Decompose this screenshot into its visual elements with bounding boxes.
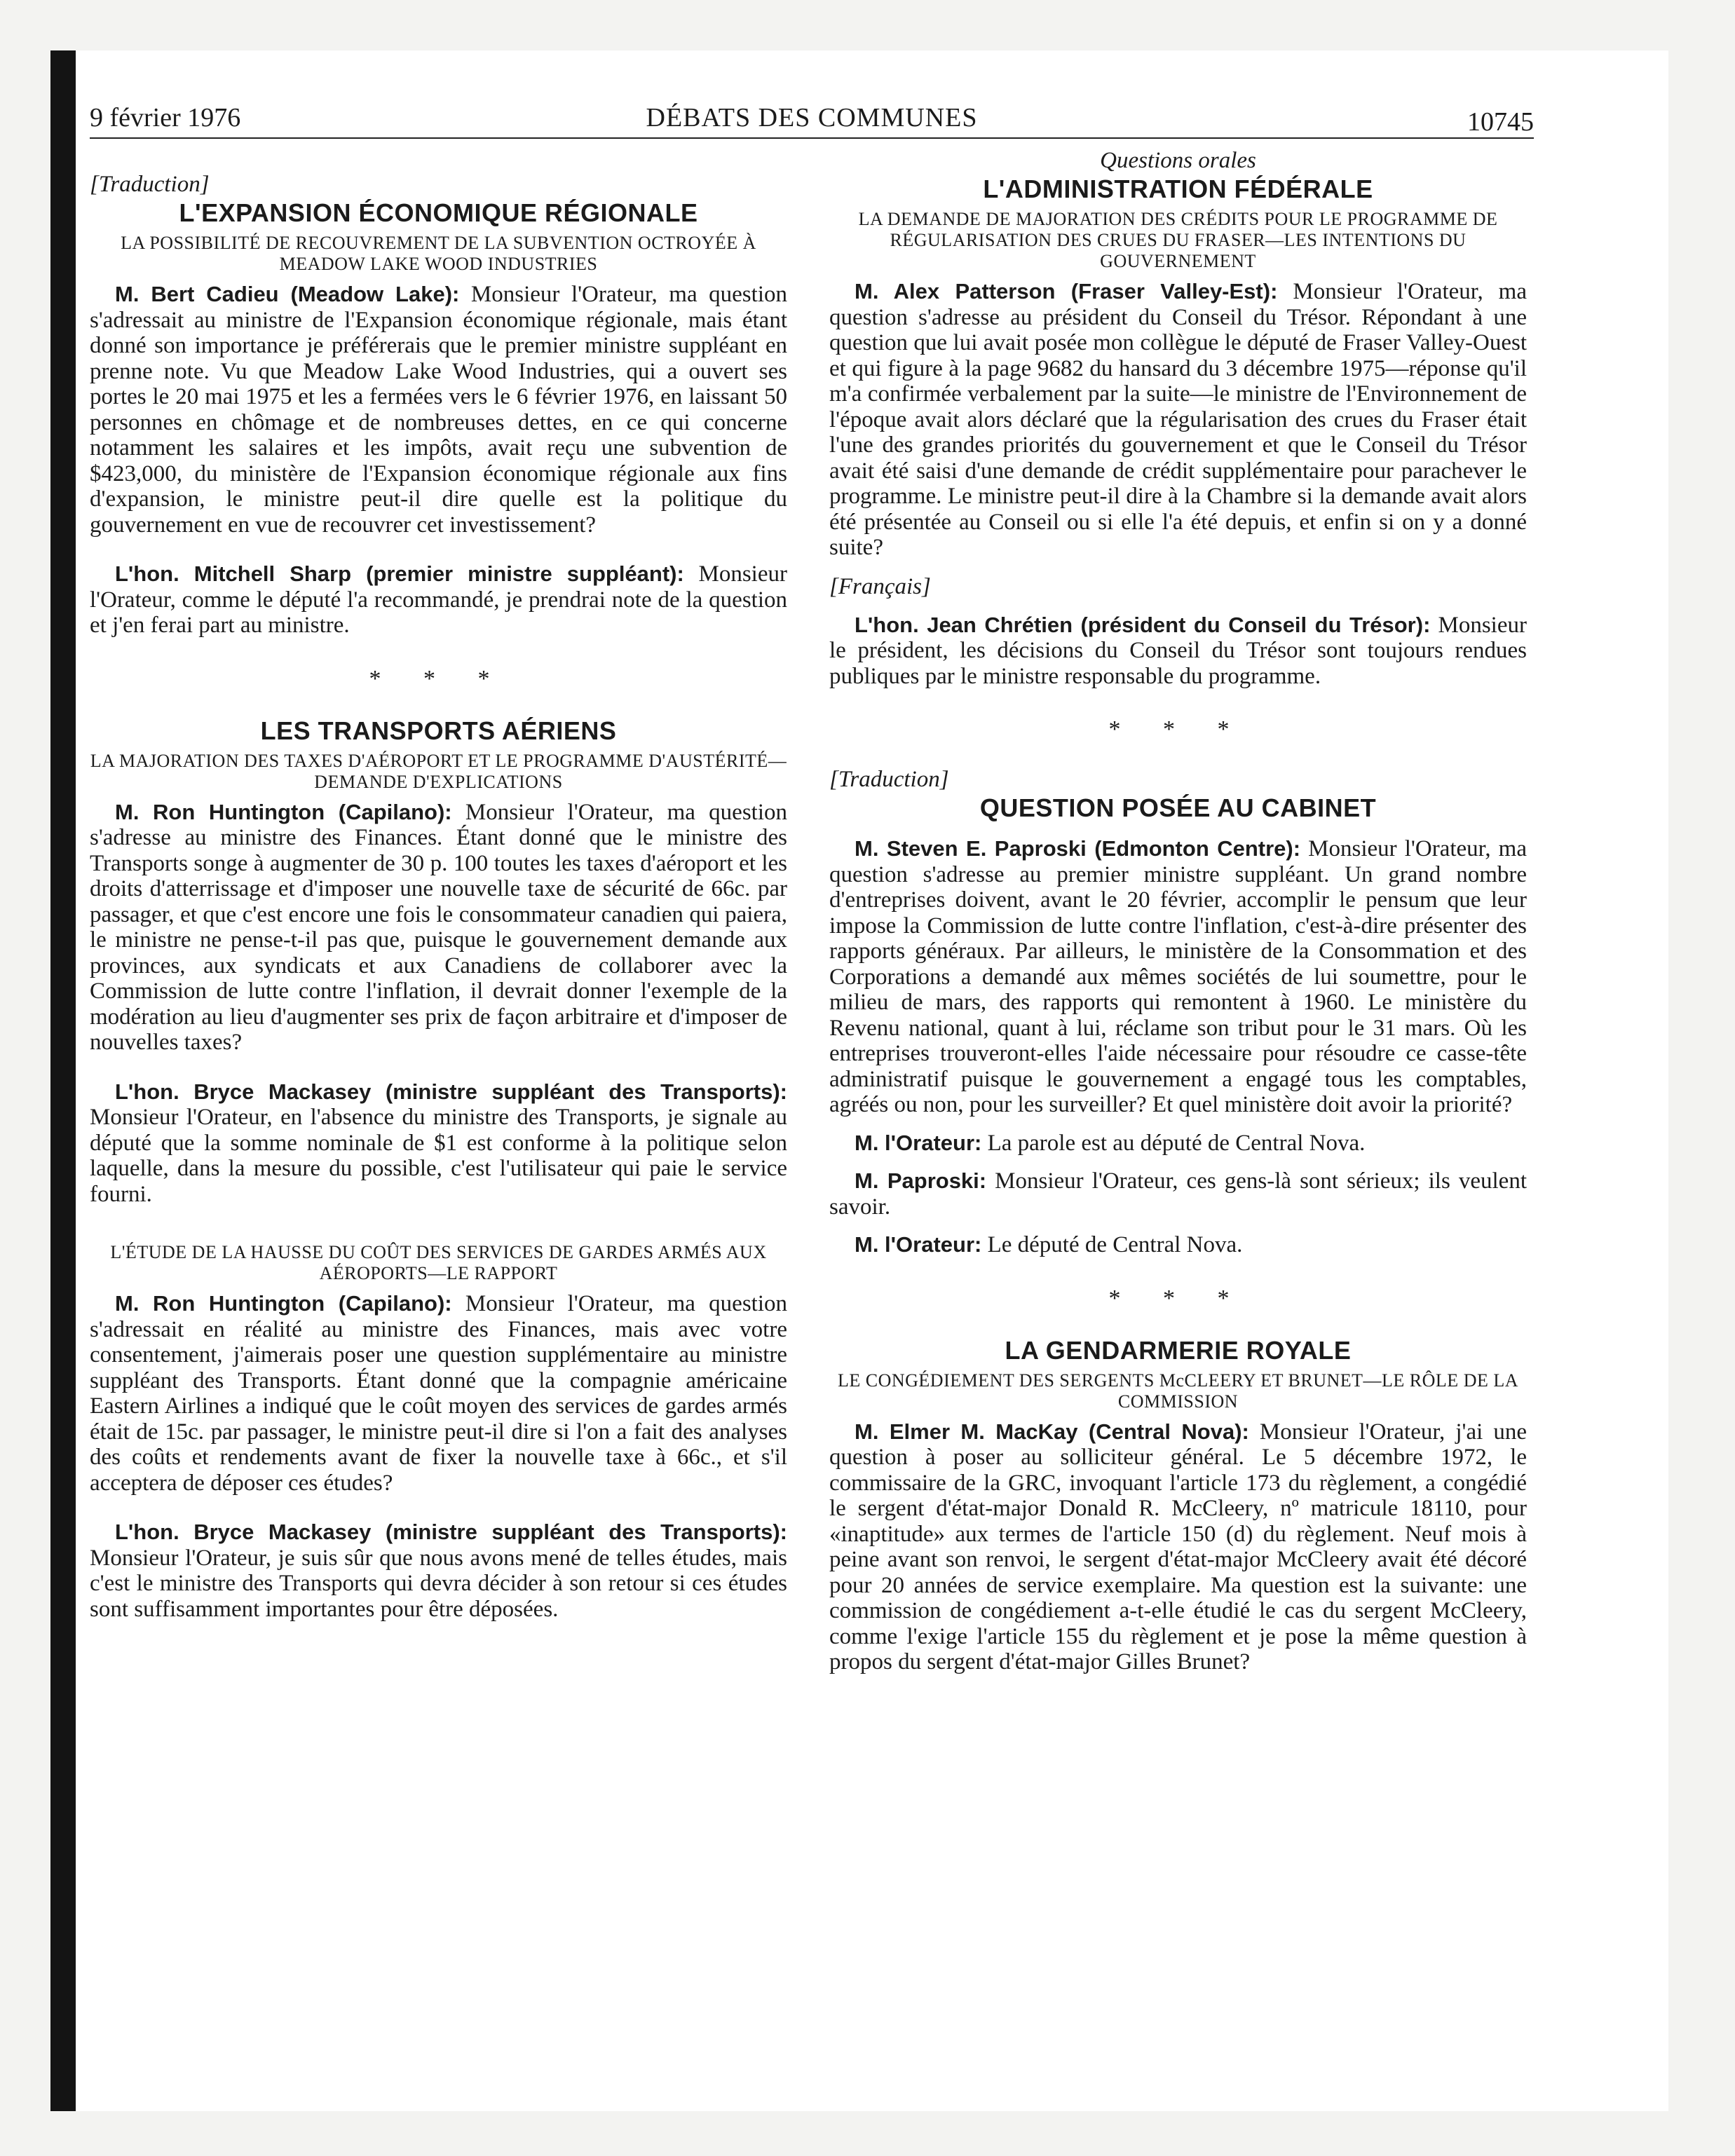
left-column [90, 147, 787, 1622]
paragraph [829, 1131, 1527, 1157]
paragraph [829, 1419, 1527, 1675]
paragraph [90, 561, 787, 639]
paragraph-text: Monsieur l'Orateur, ma question s'adressait au ministre de l'Expansion économique régionale, mais étant donné son importance je préférerais que le premier ministre suppléant en prenne note. Vu que Meadow Lake Wood Industries, qui a ouvert ses portes le 20 mai 1975 et les a fermées vers le 6 février 1976, en laissant 50 personnes en chômage et de nombreuses dettes, en ce qui concerne notamment les salaires et les impôts, avait reçu une subvention de $423,000, du ministère de l'Expansion économique régionale aux fins d'expansion, le ministre peut-il dire quelle est la politique du gouvernement en vue de recouvrer cet investissement? [90, 282, 787, 538]
paragraph-text: Monsieur l'Orateur, j'ai une question à poser au solliciteur général. Le 5 décembre 1972, le commissaire de la GRC, invoquant l'article 173 du règlement, a congédié le sergent d'état-major Donald R. McCleery, nº matricule 18110, pour «inaptitude» aux termes de l'article 150 (d) du règlement. Neuf mois à peine avant son renvoi, le sergent d'état-major McCleery avait été décoré pour 20 années de service exemplaire. Ma question est la suivante: une commission de congédiement a-t-elle étudié le cas du sergent McCleery, comme l'exige l'article 155 du règlement et je pose la même question à propos du sergent d'état-major Gilles Brunet? [829, 1419, 1527, 1674]
page-header [90, 97, 1534, 139]
paragraph-text: Monsieur l'Orateur, ma question s'adresse au président du Conseil du Trésor. Répondant à une question que lui avait posée mon collègue le député de Fraser Valley-Ouest et qui figure à la page 9682 du hansard du 3 décembre 1975—réponse qu'il m'a confirmée verbalement par la suite—le ministre de l'Environnement de l'époque avait alors déclaré que la régularisation des crues du Fraser était l'une des grandes priorités du gouvernement et que le Conseil du Trésor avait été saisi d'une demande de crédit supplémentaire pour parachever le programme. Le ministre peut-il dire à la Chambre si la demande avait alors été présentée au Conseil ou si elle l'a été depuis, et enfin si on y a donné suite? [829, 279, 1527, 560]
scan-edge [50, 50, 76, 2111]
translation-tag: [Traduction] [90, 172, 210, 197]
paragraph-text: Monsieur l'Orateur, comme le député l'a recommandé, je prendrai note de la question et j'en ferai part au ministre. [90, 561, 787, 638]
speaker: M. l'Orateur: [855, 1130, 982, 1155]
section-separator: * * * [1108, 716, 1248, 742]
paragraph-text: Monsieur l'Orateur, ma question s'adresse au premier ministre suppléant. Un grand nombre d'entreprises doivent, avant le 20 février, accomplir le pensum que leur impose la Commission de lutte contre l'inflation, c'est-à-dire présenter des rapports généraux. Par ailleurs, le ministère de la Consommation et des Corporations a demandé aux mêmes sociétés de lui soumettre, pour le milieu de mars, des rapports qui remontent à 1960. Le ministère du Revenu national, quant à lui, réclame son tribut pour le 31 mars. Où les entreprises trouveront-elles l'aide nécessaire pour résoudre ce casse-tête administratif puisque le gouvernement a engagé tous les comptables, agréés ou non, pour les surveiller? Et quel ministère doit avoir la priorité? [829, 836, 1527, 1117]
section-subtitle: L'ÉTUDE DE LA HAUSSE DU COÛT DES SERVICES DE GARDES ARMÉS AUX AÉROPORTS—LE RAPPORT [110, 1242, 767, 1283]
speaker: M. Paproski: [855, 1168, 987, 1193]
speaker: M. Ron Huntington (Capilano): [115, 1291, 452, 1316]
paragraph [829, 613, 1527, 690]
speaker: M. l'Orateur: [855, 1232, 982, 1257]
paragraph-text: La parole est au député de Central Nova. [981, 1130, 1366, 1156]
section-separator: * * * [1108, 1285, 1248, 1311]
section-title: L'ADMINISTRATION FÉDÉRALE [983, 175, 1373, 203]
header-date: 9 février 1976 [90, 103, 241, 132]
section-title: L'EXPANSION ÉCONOMIQUE RÉGIONALE [179, 198, 698, 227]
section-subtitle: LE CONGÉDIEMENT DES SERGENTS McCLEERY ET BRUNET—LE RÔLE DE LA COMMISSION [837, 1370, 1519, 1412]
paragraph-text: Le député de Central Nova. [981, 1232, 1243, 1257]
section-subtitle: LA MAJORATION DES TAXES D'AÉROPORT ET LE PROGRAMME D'AUSTÉRITÉ—DEMANDE D'EXPLICATIONS [90, 750, 787, 792]
speaker: M. Ron Huntington (Capilano): [115, 799, 452, 824]
paragraph [90, 1079, 787, 1208]
section-separator: * * * [369, 665, 508, 692]
rubric-label: Questions orales [1100, 148, 1256, 173]
paragraph [829, 1232, 1527, 1258]
section-title: LES TRANSPORTS AÉRIENS [260, 716, 617, 745]
speaker: M. Steven E. Paproski (Edmonton Centre): [855, 836, 1301, 861]
paragraph-text: Monsieur l'Orateur, ma question s'adresse au ministre des Finances. Étant donné que le ministre des Transports songe à augmenter de 30 p. 100 toutes les taxes d'aéroport et les droits d'atterrissage et d'imposer une nouvelle taxe de sécurité de 66c. par passager, et que c'est encore une fois le consommateur canadien qui paiera, le ministre ne pense-t-il pas que, puisque le gouvernement demande aux provinces, aux syndicats et aux Canadiens de collaborer avec la Commission de lutte contre l'inflation, il devrait donner l'exemple de la modération au lieu d'augmenter ses prix de façon arbitraire et d'imposer de nouvelles taxes? [90, 799, 787, 1055]
paragraph [90, 282, 787, 538]
header-page-number: 10745 [1467, 107, 1534, 137]
paragraph-text: Monsieur l'Orateur, en l'absence du ministre des Transports, je signale au député que la somme nominale de $1 est conforme à la politique selon laquelle, dans la mesure du possible, c'est l'utilisateur qui paie le service fourni. [90, 1105, 787, 1207]
section-subtitle: LA DEMANDE DE MAJORATION DES CRÉDITS POUR LE PROGRAMME DE RÉGULARISATION DES CRUES DU FRASER—LES INTENTIONS DU GOUVERNEMENT [858, 209, 1498, 271]
speaker: M. Alex Patterson (Fraser Valley-Est): [855, 279, 1278, 303]
section-subtitle: LA POSSIBILITÉ DE RECOUVREMENT DE LA SUBVENTION OCTROYÉE À MEADOW LAKE WOOD INDUSTRIES [121, 233, 756, 274]
speaker: M. Bert Cadieu (Meadow Lake): [115, 282, 460, 306]
paragraph [829, 1168, 1527, 1220]
paragraph [829, 279, 1527, 561]
header-title: DÉBATS DES COMMUNES [646, 103, 978, 132]
section-title: QUESTION POSÉE AU CABINET [979, 793, 1377, 822]
speaker: L'hon. Bryce Mackasey (ministre suppléant des Transports): [115, 1520, 787, 1544]
right-column [829, 147, 1527, 1675]
speaker: L'hon. Mitchell Sharp (premier ministre suppléant): [115, 561, 684, 586]
paragraph-text: Monsieur l'Orateur, je suis sûr que nous avons mené de telles études, mais c'est le ministre des Transports qui devra décider à son retour si ces études sont suffisamment importantes pour être déposées. [90, 1545, 787, 1622]
speaker: L'hon. Bryce Mackasey (ministre suppléant des Transports): [115, 1079, 787, 1104]
language-tag: [Français] [829, 573, 931, 599]
paragraph [90, 1291, 787, 1496]
section-title: LA GENDARMERIE ROYALE [1005, 1335, 1352, 1365]
paragraph [90, 1520, 787, 1622]
paragraph-text: Monsieur l'Orateur, ma question s'adressait en réalité au ministre des Finances, mais avec votre consentement, j'aimerais poser une question supplémentaire au ministre suppléant des Transports. Étant donné que la compagnie américaine Eastern Airlines a indiqué que le coût moyen des services de gardes armés était de 15c. par passager, le ministre peut-il dire si l'on a fait des analyses des coûts et rendements avant de fixer la nouvelle taxe à 66c., et s'il acceptera de déposer ces études? [90, 1291, 787, 1496]
paragraph [829, 836, 1527, 1118]
translation-tag: [Traduction] [829, 767, 949, 792]
paragraph-text: Monsieur le président, les décisions du Conseil du Trésor sont toujours rendues publiques par le ministre responsable du programme. [829, 612, 1527, 689]
paragraph [90, 800, 787, 1056]
speaker: L'hon. Jean Chrétien (président du Conseil du Trésor): [855, 612, 1431, 637]
speaker: M. Elmer M. MacKay (Central Nova): [855, 1419, 1249, 1444]
paragraph-text: Monsieur l'Orateur, ces gens-là sont sérieux; ils veulent savoir. [829, 1168, 1527, 1220]
